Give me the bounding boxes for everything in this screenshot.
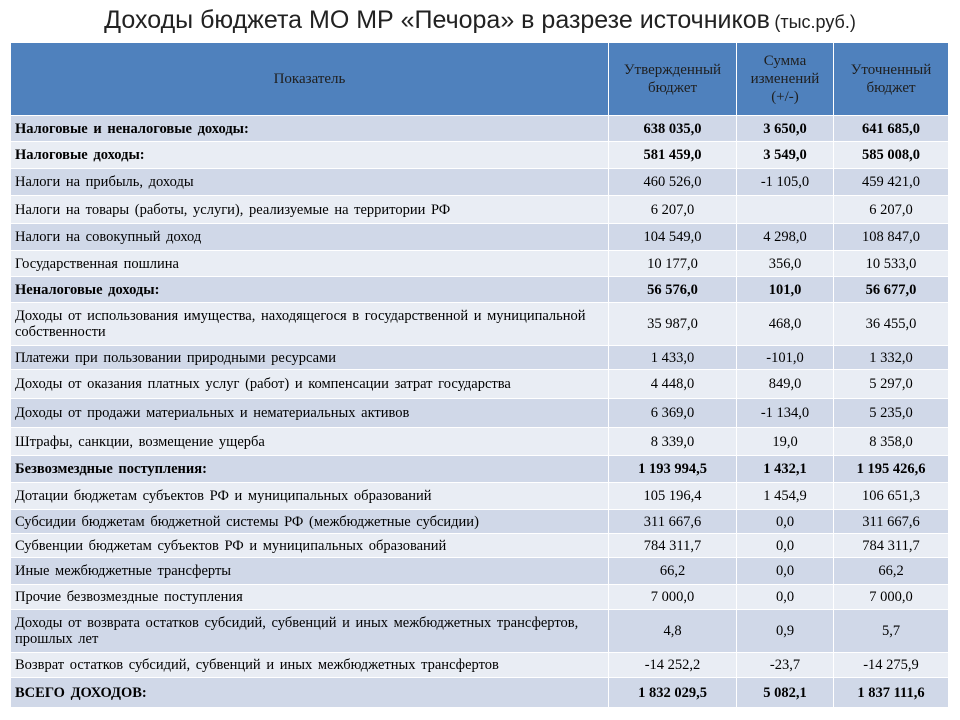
table-row (11, 303, 949, 346)
row-label: Налоги на совокупный доход (11, 224, 609, 251)
row-label: Прочие безвозмездные поступления (11, 585, 609, 610)
row-approved: 1 433,0 (609, 346, 737, 370)
row-approved: 8 339,0 (609, 428, 737, 456)
title-text: Доходы бюджета МО МР «Печора» в разрезе источников (104, 6, 770, 34)
row-label: Доходы от оказания платных услуг (работ) и компенсации затрат государства (11, 370, 609, 399)
row-approved: 581 459,0 (609, 142, 737, 169)
row-revised: 1 837 111,6 (834, 678, 949, 708)
table-row (11, 224, 949, 251)
row-revised: 784 311,7 (834, 534, 949, 558)
row-change: -101,0 (737, 346, 834, 370)
row-revised: 66,2 (834, 558, 949, 585)
row-label: Субвенции бюджетам субъектов РФ и муниципальных образований (11, 534, 609, 558)
row-revised: 106 651,3 (834, 483, 949, 510)
table-row (11, 370, 949, 399)
row-change: -1 134,0 (737, 399, 834, 428)
row-approved: 4,8 (609, 610, 737, 653)
row-revised: 459 421,0 (834, 169, 949, 196)
table-row (11, 346, 949, 370)
row-approved: 6 369,0 (609, 399, 737, 428)
row-change: -1 105,0 (737, 169, 834, 196)
row-label: ВСЕГО ДОХОДОВ: (11, 678, 609, 708)
row-change: 0,9 (737, 610, 834, 653)
table-row (11, 116, 949, 142)
table-row (11, 277, 949, 303)
header-change: Сумма изменений (+/-) (737, 43, 834, 116)
table-row (11, 428, 949, 456)
table-row (11, 196, 949, 224)
table-row (11, 558, 949, 585)
page-title (0, 6, 960, 35)
row-label: Налоговые доходы: (11, 142, 609, 169)
table-row (11, 169, 949, 196)
row-label: Налоги на прибыль, доходы (11, 169, 609, 196)
row-label: Неналоговые доходы: (11, 277, 609, 303)
revenue-table (10, 42, 949, 708)
table-row (11, 456, 949, 483)
row-change: 0,0 (737, 534, 834, 558)
table-row (11, 610, 949, 653)
row-change: 1 432,1 (737, 456, 834, 483)
row-revised: 585 008,0 (834, 142, 949, 169)
row-label: Налоговые и неналоговые доходы: (11, 116, 609, 142)
row-label: Безвозмездные поступления: (11, 456, 609, 483)
title-unit: (тыс.руб.) (774, 12, 856, 32)
row-change (737, 196, 834, 224)
row-revised: 5,7 (834, 610, 949, 653)
row-approved: 7 000,0 (609, 585, 737, 610)
header-indicator: Показатель (11, 43, 609, 116)
row-revised: 108 847,0 (834, 224, 949, 251)
row-change: 4 298,0 (737, 224, 834, 251)
table-row (11, 653, 949, 678)
row-approved: -14 252,2 (609, 653, 737, 678)
row-label: Возврат остатков субсидий, субвенций и иных межбюджетных трансфертов (11, 653, 609, 678)
row-label: Платежи при пользовании природными ресурсами (11, 346, 609, 370)
row-approved: 460 526,0 (609, 169, 737, 196)
row-change: -23,7 (737, 653, 834, 678)
row-approved: 10 177,0 (609, 251, 737, 277)
row-change: 5 082,1 (737, 678, 834, 708)
table-row (11, 399, 949, 428)
row-label: Штрафы, санкции, возмещение ущерба (11, 428, 609, 456)
row-change: 19,0 (737, 428, 834, 456)
row-approved: 4 448,0 (609, 370, 737, 399)
row-change: 1 454,9 (737, 483, 834, 510)
table-row (11, 585, 949, 610)
row-revised: 56 677,0 (834, 277, 949, 303)
row-approved: 1 193 994,5 (609, 456, 737, 483)
table-header (11, 43, 949, 116)
row-approved: 35 987,0 (609, 303, 737, 346)
table-row (11, 483, 949, 510)
table-row (11, 142, 949, 169)
row-label: Доходы от возврата остатков субсидий, субвенций и иных межбюджетных трансфертов, прошлых лет (11, 610, 609, 653)
table-row (11, 678, 949, 708)
row-label: Дотации бюджетам субъектов РФ и муниципальных образований (11, 483, 609, 510)
row-approved: 105 196,4 (609, 483, 737, 510)
row-revised: 7 000,0 (834, 585, 949, 610)
row-change: 0,0 (737, 558, 834, 585)
row-revised: 36 455,0 (834, 303, 949, 346)
row-approved: 104 549,0 (609, 224, 737, 251)
row-revised: 10 533,0 (834, 251, 949, 277)
row-change: 3 650,0 (737, 116, 834, 142)
row-approved: 638 035,0 (609, 116, 737, 142)
row-change: 0,0 (737, 585, 834, 610)
row-change: 101,0 (737, 277, 834, 303)
header-revised: Уточненный бюджет (834, 43, 949, 116)
row-change: 849,0 (737, 370, 834, 399)
row-label: Субсидии бюджетам бюджетной системы РФ (межбюджетные субсидии) (11, 510, 609, 534)
row-approved: 66,2 (609, 558, 737, 585)
row-revised: 5 235,0 (834, 399, 949, 428)
row-revised: 5 297,0 (834, 370, 949, 399)
row-approved: 56 576,0 (609, 277, 737, 303)
row-approved: 1 832 029,5 (609, 678, 737, 708)
row-approved: 784 311,7 (609, 534, 737, 558)
row-label: Доходы от продажи материальных и нематериальных активов (11, 399, 609, 428)
table-row (11, 534, 949, 558)
row-revised: -14 275,9 (834, 653, 949, 678)
row-label: Доходы от использования имущества, находящегося в государственной и муниципальной собственности (11, 303, 609, 346)
row-change: 468,0 (737, 303, 834, 346)
row-revised: 6 207,0 (834, 196, 949, 224)
header-approved: Утвержденный бюджет (609, 43, 737, 116)
row-revised: 641 685,0 (834, 116, 949, 142)
row-change: 356,0 (737, 251, 834, 277)
row-revised: 1 332,0 (834, 346, 949, 370)
row-revised: 311 667,6 (834, 510, 949, 534)
table-row (11, 251, 949, 277)
row-revised: 1 195 426,6 (834, 456, 949, 483)
row-approved: 6 207,0 (609, 196, 737, 224)
row-label: Налоги на товары (работы, услуги), реализуемые на территории РФ (11, 196, 609, 224)
row-change: 0,0 (737, 510, 834, 534)
row-label: Государственная пошлина (11, 251, 609, 277)
row-label: Иные межбюджетные трансферты (11, 558, 609, 585)
table-row (11, 510, 949, 534)
row-change: 3 549,0 (737, 142, 834, 169)
row-approved: 311 667,6 (609, 510, 737, 534)
row-revised: 8 358,0 (834, 428, 949, 456)
